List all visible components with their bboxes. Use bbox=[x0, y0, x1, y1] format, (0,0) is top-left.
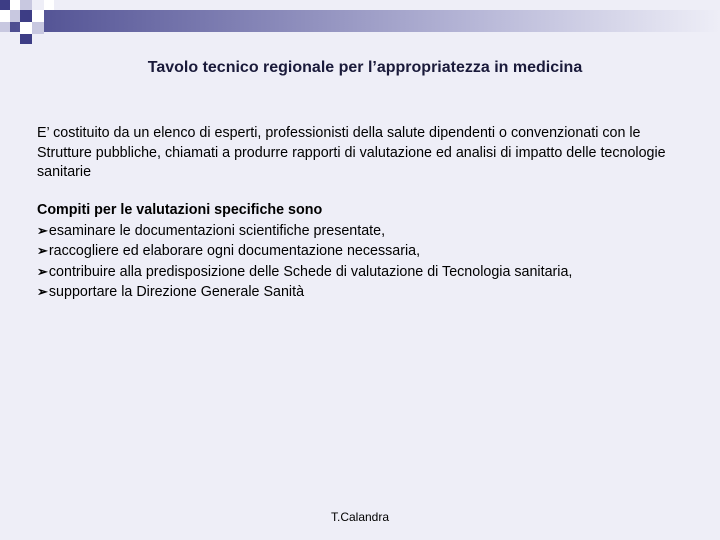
list-item bbox=[37, 282, 707, 303]
slide-title: Tavolo tecnico regionale per l’appropriatezza in medicina bbox=[147, 59, 583, 76]
tasks-section bbox=[37, 201, 707, 303]
corner-squares-decoration bbox=[0, 0, 60, 50]
list-item bbox=[37, 262, 707, 283]
footer-author: T.Calandra bbox=[330, 510, 390, 524]
task-text: supportare la Direzione Generale Sanità bbox=[48, 284, 305, 300]
arrow-right-icon: ➢ bbox=[37, 284, 48, 299]
arrow-right-icon: ➢ bbox=[37, 243, 48, 258]
header-gradient-bar bbox=[0, 10, 720, 32]
task-text: contribuire alla predisposizione delle Schede di valutazione di Tecnologia sanitaria, bbox=[48, 263, 573, 280]
task-text: esaminare le documentazioni scientifiche presentate, bbox=[48, 222, 386, 239]
task-text: raccogliere ed elaborare ogni documentazione necessaria, bbox=[48, 243, 421, 259]
list-item bbox=[37, 241, 707, 262]
tasks-heading: Compiti per le valutazioni specifiche sono bbox=[37, 202, 323, 218]
intro-paragraph: E’ costituito da un elenco di esperti, professionisti della salute dipendenti o convenzionati con le Strutture pubbliche, chiamati a produrre rapporti di valutazione ed analisi di impatto delle tecnologie sanitarie bbox=[37, 125, 666, 180]
arrow-right-icon: ➢ bbox=[37, 222, 48, 238]
list-item bbox=[37, 221, 707, 242]
arrow-right-icon: ➢ bbox=[37, 263, 48, 279]
